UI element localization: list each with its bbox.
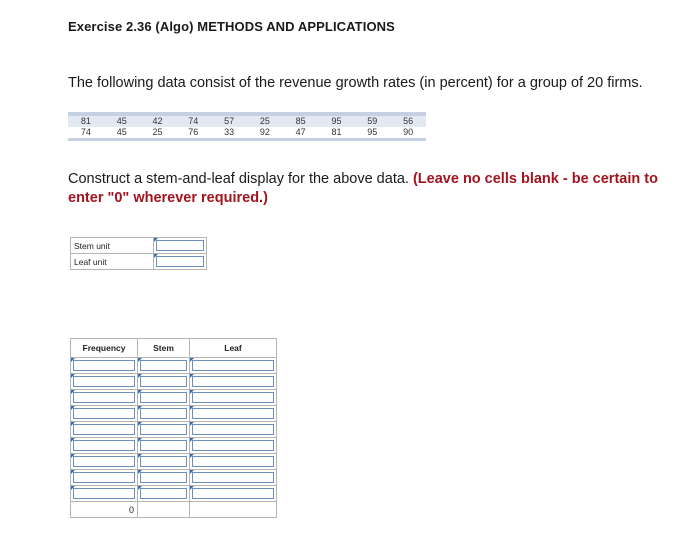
input-box[interactable] [140, 456, 187, 467]
frequency-input[interactable] [71, 470, 138, 486]
data-cell: 56 [390, 116, 426, 127]
data-cell: 81 [319, 127, 355, 140]
input-box[interactable] [73, 488, 135, 499]
stem-input[interactable] [138, 470, 190, 486]
input-box[interactable] [192, 472, 274, 483]
data-row-2 [68, 127, 426, 140]
input-marker-icon [71, 422, 75, 426]
input-box[interactable] [73, 456, 135, 467]
frequency-input[interactable] [71, 374, 138, 390]
input-marker-icon [190, 454, 194, 458]
input-box[interactable] [73, 472, 135, 483]
data-cell: 57 [211, 116, 247, 127]
input-marker-icon [71, 374, 75, 378]
stem-leaf-row [71, 486, 277, 502]
input-marker-icon [190, 422, 194, 426]
stem-leaf-row [71, 454, 277, 470]
input-box[interactable] [192, 360, 274, 371]
leaf-unit-row [71, 254, 207, 270]
input-marker-icon [71, 358, 75, 362]
input-box[interactable] [140, 472, 187, 483]
input-marker-icon [190, 470, 194, 474]
input-box[interactable] [73, 392, 135, 403]
stem-input[interactable] [138, 358, 190, 374]
instruction-main: Construct a stem-and-leaf display for the above data. [68, 171, 409, 187]
frequency-input[interactable] [71, 486, 138, 502]
stem-leaf-row [71, 406, 277, 422]
input-marker-icon [138, 470, 142, 474]
stem-input[interactable] [138, 422, 190, 438]
data-cell: 33 [211, 127, 247, 140]
input-marker-icon [71, 486, 75, 490]
data-cell: 81 [68, 116, 104, 127]
stem-leaf-table [70, 338, 277, 518]
input-box[interactable] [140, 376, 187, 387]
input-box[interactable] [140, 392, 187, 403]
leaf-input[interactable] [190, 358, 277, 374]
input-marker-icon [138, 454, 142, 458]
input-marker-icon [190, 390, 194, 394]
data-cell: 47 [283, 127, 319, 140]
stem-header: Stem [138, 339, 190, 358]
data-cell: 45 [104, 116, 140, 127]
input-marker-icon [190, 486, 194, 490]
stem-leaf-row [71, 422, 277, 438]
instruction-warning: (Leave no cells blank - be certain to enter "0" wherever required.) [68, 171, 658, 206]
input-marker-icon [138, 422, 142, 426]
stem-leaf-header-row [71, 339, 277, 358]
input-marker-icon [71, 454, 75, 458]
input-marker-icon [138, 438, 142, 442]
frequency-header: Frequency [71, 339, 138, 358]
exercise-title: Exercise 2.36 (Algo) METHODS AND APPLICATIONS [68, 19, 395, 34]
frequency-total: 0 [71, 502, 138, 518]
input-box[interactable] [192, 408, 274, 419]
input-marker-icon [190, 374, 194, 378]
leaf-input[interactable] [190, 422, 277, 438]
input-box[interactable] [73, 408, 135, 419]
input-box[interactable] [192, 392, 274, 403]
frequency-input[interactable] [71, 406, 138, 422]
input-box[interactable] [192, 456, 274, 467]
data-cell: 95 [354, 127, 390, 140]
data-cell: 74 [175, 116, 211, 127]
leaf-input[interactable] [190, 486, 277, 502]
input-marker-icon [138, 374, 142, 378]
input-box[interactable] [156, 256, 204, 267]
data-cell: 95 [319, 116, 355, 127]
data-cell: 25 [247, 116, 283, 127]
stem-total-blank [138, 502, 190, 518]
input-box[interactable] [192, 488, 274, 499]
input-marker-icon [138, 406, 142, 410]
leaf-input[interactable] [190, 438, 277, 454]
input-box[interactable] [140, 360, 187, 371]
data-cell: 85 [283, 116, 319, 127]
instruction-text [68, 170, 688, 208]
input-box[interactable] [73, 440, 135, 451]
stem-input[interactable] [138, 406, 190, 422]
data-cell: 90 [390, 127, 426, 140]
data-table [68, 112, 426, 141]
leaf-unit-label: Leaf unit [71, 254, 154, 270]
input-box[interactable] [73, 424, 135, 435]
input-marker-icon [71, 406, 75, 410]
input-box[interactable] [192, 424, 274, 435]
stem-input[interactable] [138, 374, 190, 390]
input-box[interactable] [192, 440, 274, 451]
input-marker-icon [138, 358, 142, 362]
stem-leaf-row [71, 438, 277, 454]
leaf-input[interactable] [190, 374, 277, 390]
input-box[interactable] [140, 408, 187, 419]
input-box[interactable] [73, 360, 135, 371]
data-row-1 [68, 116, 426, 127]
frequency-input[interactable] [71, 358, 138, 374]
input-marker-icon [190, 438, 194, 442]
input-box[interactable] [156, 240, 204, 251]
leaf-input[interactable] [190, 454, 277, 470]
input-marker-icon [71, 390, 75, 394]
input-marker-icon [71, 470, 75, 474]
stem-input[interactable] [138, 390, 190, 406]
leaf-header: Leaf [190, 339, 277, 358]
stem-input[interactable] [138, 454, 190, 470]
leaf-input[interactable] [190, 406, 277, 422]
stem-leaf-row [71, 390, 277, 406]
leaf-input[interactable] [190, 470, 277, 486]
frequency-total-row [71, 502, 277, 518]
input-box[interactable] [192, 376, 274, 387]
input-marker-icon [138, 486, 142, 490]
input-marker-icon [71, 438, 75, 442]
intro-text: The following data consist of the revenue growth rates (in percent) for a group of 20 firms. [68, 75, 643, 91]
frequency-input[interactable] [71, 438, 138, 454]
input-box[interactable] [140, 440, 187, 451]
unit-table [70, 237, 207, 270]
stem-unit-row [71, 238, 207, 254]
input-marker-icon [154, 238, 158, 242]
input-marker-icon [138, 390, 142, 394]
data-cell: 92 [247, 127, 283, 140]
data-cell: 45 [104, 127, 140, 140]
input-marker-icon [154, 254, 158, 258]
input-marker-icon [190, 406, 194, 410]
stem-leaf-row [71, 470, 277, 486]
stem-input[interactable] [138, 486, 190, 502]
data-cell: 74 [68, 127, 104, 140]
stem-unit-input[interactable] [154, 238, 207, 254]
frequency-input[interactable] [71, 422, 138, 438]
stem-leaf-row [71, 374, 277, 390]
input-box[interactable] [140, 424, 187, 435]
data-cell: 76 [175, 127, 211, 140]
leaf-input[interactable] [190, 390, 277, 406]
stem-input[interactable] [138, 438, 190, 454]
stem-leaf-row [71, 358, 277, 374]
frequency-input[interactable] [71, 454, 138, 470]
data-cell: 59 [354, 116, 390, 127]
leaf-unit-input[interactable] [154, 254, 207, 270]
input-box[interactable] [140, 488, 187, 499]
leaf-total-blank [190, 502, 277, 518]
data-cell: 42 [140, 116, 176, 127]
data-cell: 25 [140, 127, 176, 140]
input-marker-icon [190, 358, 194, 362]
input-box[interactable] [73, 376, 135, 387]
stem-unit-label: Stem unit [71, 238, 154, 254]
frequency-input[interactable] [71, 390, 138, 406]
